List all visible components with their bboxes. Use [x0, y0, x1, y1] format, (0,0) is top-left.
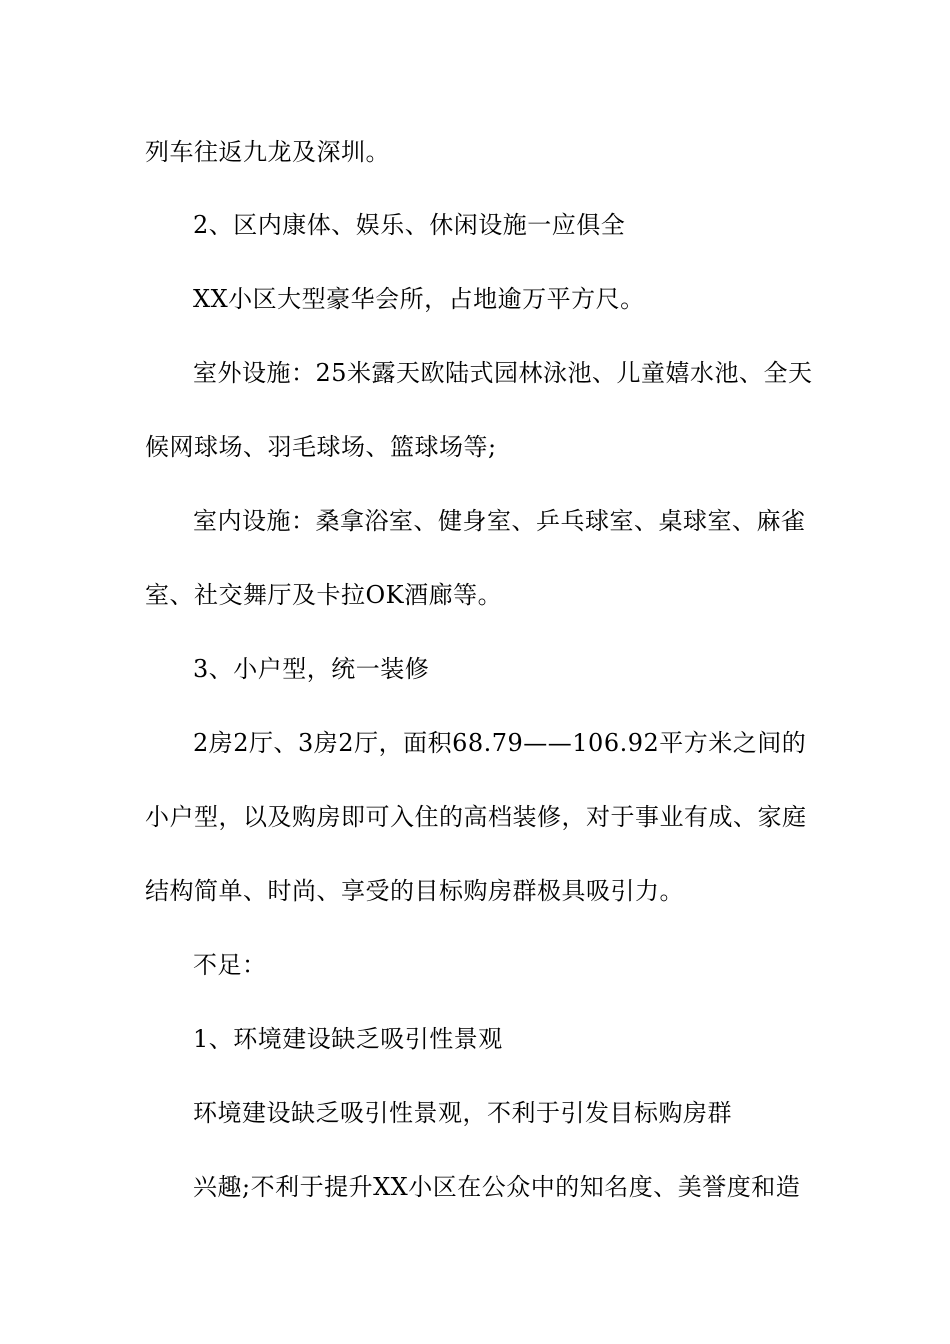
text-line-outdoor-facilities: 室外设施：25米露天欧陆式园林泳池、儿童嬉水池、全天: [193, 359, 813, 387]
text-line-environment: 环境建设缺乏吸引性景观，不利于引发目标购房群: [193, 1099, 732, 1127]
section-heading-facilities: 2、区内康体、娱乐、休闲设施一应俱全: [193, 211, 626, 239]
text-line-unit-types: 2房2厅、3房2厅，面积68.79——106.92平方米之间的: [193, 729, 807, 757]
section-heading-small-units: 3、小户型，统一装修: [193, 655, 430, 683]
section-heading-weaknesses: 不足：: [193, 951, 267, 979]
text-line-environment-cont: 兴趣;不利于提升XX小区在公众中的知名度、美誉度和造: [193, 1173, 801, 1201]
text-line-unit-types-cont-2: 结构简单、时尚、享受的目标购房群极具吸引力。: [145, 877, 684, 905]
text-line-indoor-facilities: 室内设施：桑拿浴室、健身室、乒乓球室、桌球室、麻雀: [193, 507, 806, 535]
text-line-indoor-facilities-cont: 室、社交舞厅及卡拉OK酒廊等。: [145, 581, 503, 609]
text-line-1: 列车往返九龙及深圳。: [145, 138, 390, 166]
section-heading-environment: 1、环境建设缺乏吸引性景观: [193, 1025, 503, 1053]
text-line-clubhouse: XX小区大型豪华会所，占地逾万平方尺。: [193, 285, 645, 313]
text-line-outdoor-facilities-cont: 候网球场、羽毛球场、篮球场等;: [145, 433, 497, 461]
text-line-unit-types-cont: 小户型，以及购房即可入住的高档装修，对于事业有成、家庭: [145, 803, 807, 831]
